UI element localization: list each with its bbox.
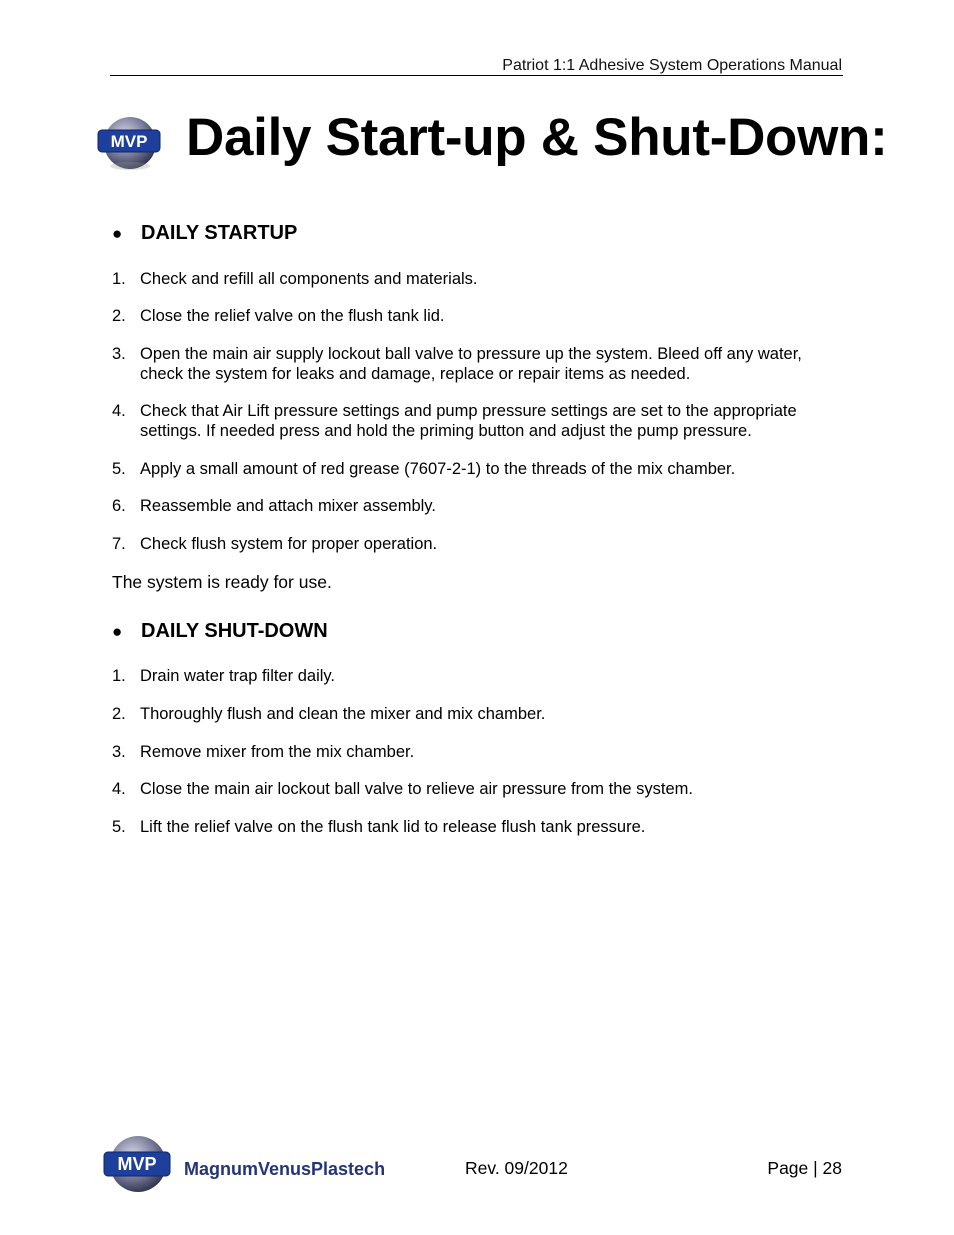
list-item: 4. Close the main air lockout ball valve to relieve air pressure from the system. xyxy=(112,780,693,798)
bullet-icon: ● xyxy=(112,622,123,641)
startup-heading xyxy=(112,222,297,245)
bullet-icon: ● xyxy=(112,224,123,243)
company-logo xyxy=(102,1133,392,1197)
list-item: 1. Drain water trap filter daily. xyxy=(112,667,336,685)
running-header: Patriot 1:1 Adhesive System Operations Manual xyxy=(502,57,842,74)
page-number: Page | 28 xyxy=(767,1158,842,1178)
startup-closing-text: The system is ready for use. xyxy=(112,572,332,592)
list-item: 5. Apply a small amount of red grease (7607-2-1) to the threads of the mix chamber. xyxy=(112,460,736,478)
list-item: 2. Close the relief valve on the flush tank lid. xyxy=(112,307,445,325)
mvp-badge-text: MVP xyxy=(110,132,148,151)
list-item: 2. Thoroughly flush and clean the mixer and mix chamber. xyxy=(112,705,546,723)
list-item: 4. Check that Air Lift pressure settings and pump pressure settings are set to the appropriate settings. If needed press and hold the priming button and adjust the pump pressure. xyxy=(112,402,797,440)
list-item: 5. Lift the relief valve on the flush tank lid to release flush tank pressure. xyxy=(112,818,646,836)
footer-badge-text: MVP xyxy=(117,1154,157,1174)
startup-heading-label: DAILY STARTUP xyxy=(141,222,298,244)
page-title: Daily Start-up & Shut-Down: xyxy=(186,108,888,167)
mvp-logo-icon xyxy=(96,114,162,172)
list-item: 1. Check and refill all components and materials. xyxy=(112,270,478,288)
revision-label: Rev. 09/2012 xyxy=(465,1158,568,1178)
shutdown-heading xyxy=(112,620,328,643)
list-item: 3. Remove mixer from the mix chamber. xyxy=(112,743,415,761)
shutdown-heading-label: DAILY SHUT-DOWN xyxy=(141,620,328,642)
list-item: 3. Open the main air supply lockout ball valve to pressure up the system. Bleed off any water, check the system for leaks and damage, replace or repair items as needed. xyxy=(112,345,802,383)
company-wordmark: MagnumVenusPlastech xyxy=(184,1159,386,1179)
header-rule xyxy=(110,75,843,76)
list-item: 7. Check flush system for proper operation. xyxy=(112,535,438,553)
list-item: 6. Reassemble and attach mixer assembly. xyxy=(112,497,436,515)
